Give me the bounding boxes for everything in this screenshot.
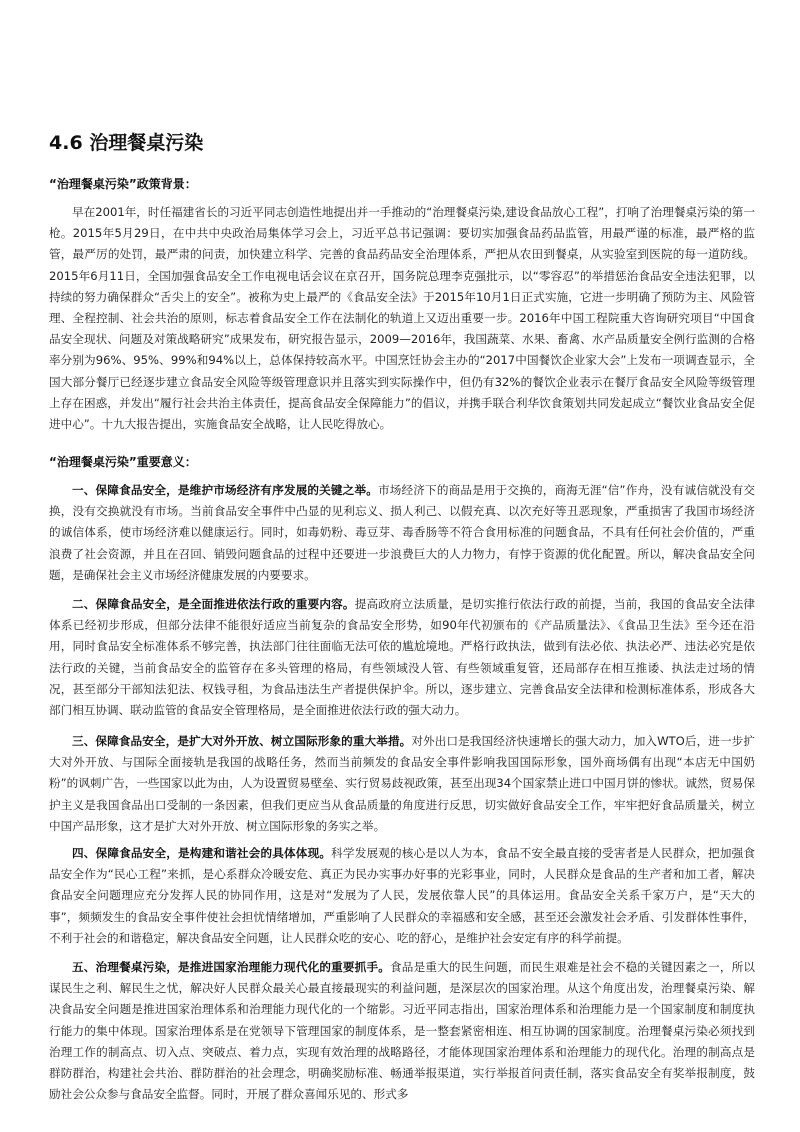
point-4-text: 科学发展观的核心是以人为本，食品不安全最直接的受害者是人民群众，把加强食品安全作为“民心工程”来抓，是心系群众冷暖安危、真正为民办实事办好事的光彩事业，同时，人民群众是食品的生产者和加工者，解决食品安全问题理应充分发挥人民的协同作用，这是对“发展为了人民，发展依靠人民”的具体运用。食品安全关系千家万户，是“天大的事”，频频发生的食品安全事件使社会担忧情绪增加，严重影响了人民群众的幸福感和安全感，甚至还会激发社会矛盾、引发群体性事件，不利于社会的和谐稳定，解决食品安全问题，让人民群众吃的安心、吃的舒心，是维护社会安定有序的科学前提。 <box>49 846 755 945</box>
point-5-text: 食品是重大的民生问题，而民生艰难是社会不稳的关键因素之一，所以谋民生之利、解民生之忧，解决好人民群众最关心最直接最现实的利益问题，是深层次的国家治理。从这个角度出发，治理餐桌污染、解决食品安全问题是推进国家治理体系和治理能力现代化的一个缩影。习近平同志指出，国家治理体系和治理能力是一个国家制度和制度执行能力的集中体现。国家治理体系是在党领导下管理国家的制度体系，是一整套紧密相连、相互协调的国家制度。治理餐桌污染必须找到治理工作的制高点、切入点、突破点、着力点，实现有效治理的战略路径，才能体现国家治理体系和治理能力的现代化。治理的制高点是群防群治，构建社会共治、群防群治的社会理念，明确奖励标准、畅通举报渠道，实行举报首问责任制，落实食品安全有奖举报制度，鼓励社会公众参与食品安全监督。同时，开展了群众喜闻乐见的、形式多 <box>49 960 755 1102</box>
point-5-lead: 五、治理餐桌污染，是推进国家治理能力现代化的重要抓手。 <box>72 960 391 974</box>
background-paragraph: 早在2001年，时任福建省长的习近平同志创造性地提出并一手推动的“治理餐桌污染,建设食品放心工程”，打响了治理餐桌污染的第一枪。2015年5月29日，在中共中央政治局集体学习会上，习近平总书记强调：要切实加强食品药品监管，用最严谨的标准，最严格的监管，最严厉的处罚，最严肃的问责，加快建立科学、完善的食品药品安全治理体系，严把从农田到餐桌，从实验室到医院的每一道防线。2015年6月11日，全国加强食品安全工作电视电话会议在京召开，国务院总理李克强批示，以“零容忍”的举措惩治食品安全违法犯罪，以持续的努力确保群众“舌尖上的安全”。被称为史上最严的《食品安全法》于2015年10月1日正式实施，它进一步明确了预防为主、风险管理、全程控制、社会共治的原则，标志着食品安全工作在法制化的轨道上又迈出重要一步。2016年中国工程院重大咨询研究项目“中国食品安全现状、问题及对策战略研究”成果发布，研究报告显示，2009—2016年，我国蔬菜、水果、畜禽、水产品质量安全例行监测的合格率分别为96%、95%、99%和94%以上，总体保持较高水平。中国烹饪协会主办的“2017中国餐饮企业家大会”上发布一项调查显示，全国大部分餐厅已经逐步建立食品安全风险等级管理意识并且落实到实际操作中，但仍有32%的餐饮企业表示在餐厅食品安全风险等级管理上存在困惑，并发出“履行社会共治主体责任，提高食品安全保障能力”的倡议，并携手联合利华饮食策划共同发起成立“餐饮业食品安全促进中心”。十九大报告提出，实施食品安全战略，让人民吃得放心。 <box>49 205 755 432</box>
point-1-text: 市场经济下的商品是用于交换的，商海无涯“信”作舟，没有诚信就没有交换，没有交换就没有市场。当前食品安全事件中凸显的见利忘义、损人利己、以假充真、以次充好等丑恶现象，严重损害了我国市场经济的诚信体系，使市场经济难以健康运行。同时，如毒奶粉、毒豆芽、毒香肠等不符合食用标准的问题食品，不具有任何社会价值的，严重浪费了社会资源，并且在召回、销毁问题食品的过程中还要进一步浪费巨大的人力物力，有悖于资源的优化配置。所以，解决食品安全问题，是确保社会主义市场经济健康发展的内要要求。 <box>49 483 755 582</box>
significance-point-3 <box>49 731 755 837</box>
significance-heading: “治理餐桌污染”重要意义： <box>49 455 197 469</box>
point-3-text: 对外出口是我国经济快速增长的强大动力，加入WTO后，进一步扩大对外开放、与国际全面接轨是我国的战略任务，然而当前频发的食品安全事件影响我国国际形象，国外商场偶有出现“本店无中国奶粉”的讽刺广告，一些国家以此为由，人为设置贸易壁垒、实行贸易歧视政策，甚至出现34个国家禁止进口中国月饼的惨状。诚然，贸易保护主义是我国食品出口受制的一条因素，但我们更应当从食品质量的角度进行反思，切实做好食品安全工作，牢牢把好食品质量关，树立中国产品形象，这才是扩大对外开放、树立国际形象的务实之举。 <box>49 734 755 833</box>
significance-point-2 <box>49 594 755 721</box>
point-4-lead: 四、保障食品安全，是构建和谐社会的具体体现。 <box>72 846 332 860</box>
point-1-lead: 一、保障食品安全，是维护市场经济有序发展的关键之举。 <box>72 483 378 497</box>
section-title: 4.6 治理餐桌污染 <box>49 132 204 154</box>
background-heading: “治理餐桌污染”政策背景： <box>49 177 197 191</box>
point-3-lead: 三、保障食品安全，是扩大对外开放、树立国际形象的重大举措。 <box>72 734 412 748</box>
point-2-lead: 二、保障食品安全，是全面推进依法行政的重要内容。 <box>72 597 355 611</box>
point-2-text: 提高政府立法质量，是切实推行依法行政的前提，当前，我国的食品安全法律体系已经初步形成，但部分法律不能很好适应当前复杂的食品安全形势，如90年代初颁布的《产品质量法》、《食品卫生法》至今还在沿用，同时食品安全标准体系不够完善，执法部门往往面临无法可依的尴尬境地。严格行政执法，做到有法必依、执法必严、违法必究是依法行政的关键，当前食品安全的监管存在多头管理的格局，有些领域没人管、有些领域重复管，还局部存在相互推诿、执法走过场的情况，甚至部分干部知法犯法、权钱寻租，为食品违法生产者提供保护伞。所以，逐步建立、完善食品安全法律和检测标准体系，形成各大部门相互协调、联动监管的食品安全管理格局，是全面推进依法行政的强大动力。 <box>49 597 755 718</box>
significance-point-4 <box>49 843 755 949</box>
significance-point-1 <box>49 480 755 586</box>
significance-point-5 <box>49 957 755 1105</box>
